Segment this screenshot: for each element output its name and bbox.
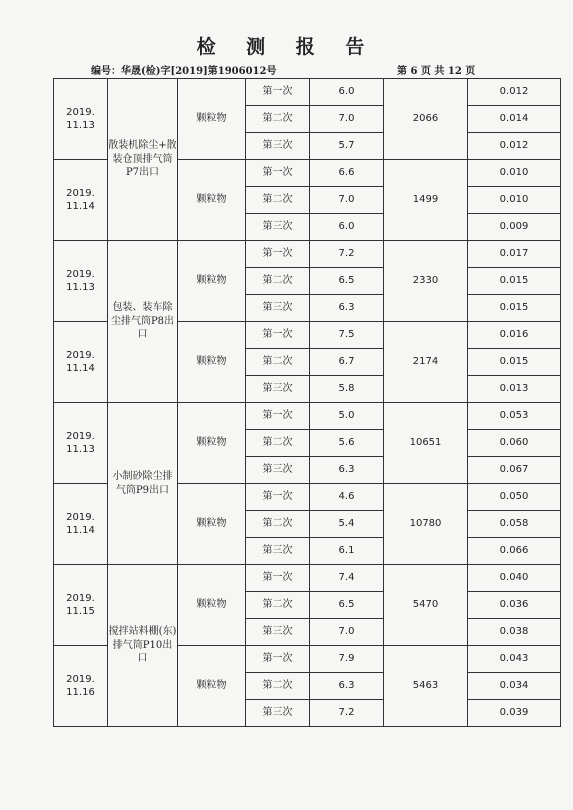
concentration: 5.0 <box>310 403 384 430</box>
emission-rate: 0.009 <box>468 214 561 241</box>
pollutant: 颗粒物 <box>178 484 246 565</box>
concentration: 6.3 <box>310 457 384 484</box>
emission-rate: 0.067 <box>468 457 561 484</box>
emission-rate: 0.043 <box>468 646 561 673</box>
emission-rate: 0.039 <box>468 700 561 727</box>
sample-sequence: 第二次 <box>246 187 310 214</box>
concentration: 7.4 <box>310 565 384 592</box>
sample-date: 2019. 11.13 <box>54 403 108 484</box>
concentration: 5.7 <box>310 133 384 160</box>
emission-rate: 0.014 <box>468 106 561 133</box>
pollutant: 颗粒物 <box>178 322 246 403</box>
sample-sequence: 第三次 <box>246 133 310 160</box>
emission-rate: 0.038 <box>468 619 561 646</box>
sample-sequence: 第三次 <box>246 700 310 727</box>
sample-date: 2019. 11.14 <box>54 322 108 403</box>
emission-rate: 0.066 <box>468 538 561 565</box>
table-row <box>54 403 561 430</box>
concentration: 6.3 <box>310 295 384 322</box>
page-count: 第 6 页 共 12 页 <box>397 66 476 77</box>
emission-rate: 0.015 <box>468 268 561 295</box>
sample-date: 2019. 11.15 <box>54 565 108 646</box>
concentration: 7.0 <box>310 106 384 133</box>
flow-rate: 2174 <box>384 322 468 403</box>
sample-sequence: 第三次 <box>246 295 310 322</box>
concentration: 7.2 <box>310 700 384 727</box>
concentration: 5.6 <box>310 430 384 457</box>
sample-sequence: 第二次 <box>246 511 310 538</box>
concentration: 7.2 <box>310 241 384 268</box>
flow-rate: 10780 <box>384 484 468 565</box>
flow-rate: 2066 <box>384 79 468 160</box>
sample-date: 2019. 11.13 <box>54 79 108 160</box>
pollutant: 颗粒物 <box>178 565 246 646</box>
pollutant: 颗粒物 <box>178 160 246 241</box>
sample-sequence: 第三次 <box>246 214 310 241</box>
concentration: 7.5 <box>310 322 384 349</box>
emission-rate: 0.058 <box>468 511 561 538</box>
concentration: 6.0 <box>310 79 384 106</box>
sample-sequence: 第一次 <box>246 322 310 349</box>
concentration: 6.0 <box>310 214 384 241</box>
sample-sequence: 第一次 <box>246 565 310 592</box>
concentration: 7.0 <box>310 619 384 646</box>
flow-rate: 5470 <box>384 565 468 646</box>
emission-rate: 0.016 <box>468 322 561 349</box>
emission-rate: 0.036 <box>468 592 561 619</box>
sample-sequence: 第三次 <box>246 376 310 403</box>
concentration: 5.8 <box>310 376 384 403</box>
emission-rate: 0.010 <box>468 187 561 214</box>
flow-rate: 2330 <box>384 241 468 322</box>
sample-date: 2019. 11.14 <box>54 160 108 241</box>
emission-rate: 0.060 <box>468 430 561 457</box>
sample-sequence: 第二次 <box>246 430 310 457</box>
sampling-location: 搅拌站料棚(东)排气筒P10出口 <box>108 565 178 727</box>
emission-rate: 0.015 <box>468 349 561 376</box>
flow-rate: 1499 <box>384 160 468 241</box>
sample-sequence: 第二次 <box>246 592 310 619</box>
emission-rate: 0.012 <box>468 79 561 106</box>
emission-rate: 0.013 <box>468 376 561 403</box>
emission-rate: 0.017 <box>468 241 561 268</box>
emission-rate: 0.010 <box>468 160 561 187</box>
pollutant: 颗粒物 <box>178 403 246 484</box>
flow-rate: 5463 <box>384 646 468 727</box>
emission-rate: 0.012 <box>468 133 561 160</box>
sample-sequence: 第一次 <box>246 403 310 430</box>
emission-table <box>53 78 561 727</box>
emission-rate: 0.053 <box>468 403 561 430</box>
concentration: 6.5 <box>310 592 384 619</box>
sample-sequence: 第二次 <box>246 106 310 133</box>
concentration: 5.4 <box>310 511 384 538</box>
table-row <box>54 565 561 592</box>
concentration: 6.6 <box>310 160 384 187</box>
sample-date: 2019. 11.13 <box>54 241 108 322</box>
sampling-location: 散装机除尘+散装仓顶排气筒P7出口 <box>108 79 178 241</box>
sample-sequence: 第一次 <box>246 646 310 673</box>
flow-rate: 10651 <box>384 403 468 484</box>
table-row <box>54 79 561 106</box>
sample-date: 2019. 11.14 <box>54 484 108 565</box>
sample-sequence: 第三次 <box>246 457 310 484</box>
concentration: 7.9 <box>310 646 384 673</box>
concentration: 6.3 <box>310 673 384 700</box>
concentration: 6.5 <box>310 268 384 295</box>
pollutant: 颗粒物 <box>178 79 246 160</box>
concentration: 6.7 <box>310 349 384 376</box>
emission-rate: 0.050 <box>468 484 561 511</box>
emission-rate: 0.034 <box>468 673 561 700</box>
report-number: 编号：华晟(检)字[2019]第1906012号 <box>91 66 277 77</box>
table-body <box>54 79 561 727</box>
sample-sequence: 第二次 <box>246 349 310 376</box>
concentration: 4.6 <box>310 484 384 511</box>
sample-sequence: 第一次 <box>246 160 310 187</box>
sample-sequence: 第二次 <box>246 268 310 295</box>
page-title: 检 测 报 告 <box>196 36 377 58</box>
table-row <box>54 241 561 268</box>
pollutant: 颗粒物 <box>178 241 246 322</box>
sampling-location: 小制砂除尘排气筒P9出口 <box>108 403 178 565</box>
sample-date: 2019. 11.16 <box>54 646 108 727</box>
sample-sequence: 第三次 <box>246 538 310 565</box>
sample-sequence: 第一次 <box>246 241 310 268</box>
concentration: 7.0 <box>310 187 384 214</box>
sample-sequence: 第一次 <box>246 484 310 511</box>
emission-rate: 0.015 <box>468 295 561 322</box>
concentration: 6.1 <box>310 538 384 565</box>
sampling-location: 包装、装车除尘排气筒P8出口 <box>108 241 178 403</box>
sample-sequence: 第一次 <box>246 79 310 106</box>
sample-sequence: 第二次 <box>246 673 310 700</box>
pollutant: 颗粒物 <box>178 646 246 727</box>
sample-sequence: 第三次 <box>246 619 310 646</box>
emission-rate: 0.040 <box>468 565 561 592</box>
